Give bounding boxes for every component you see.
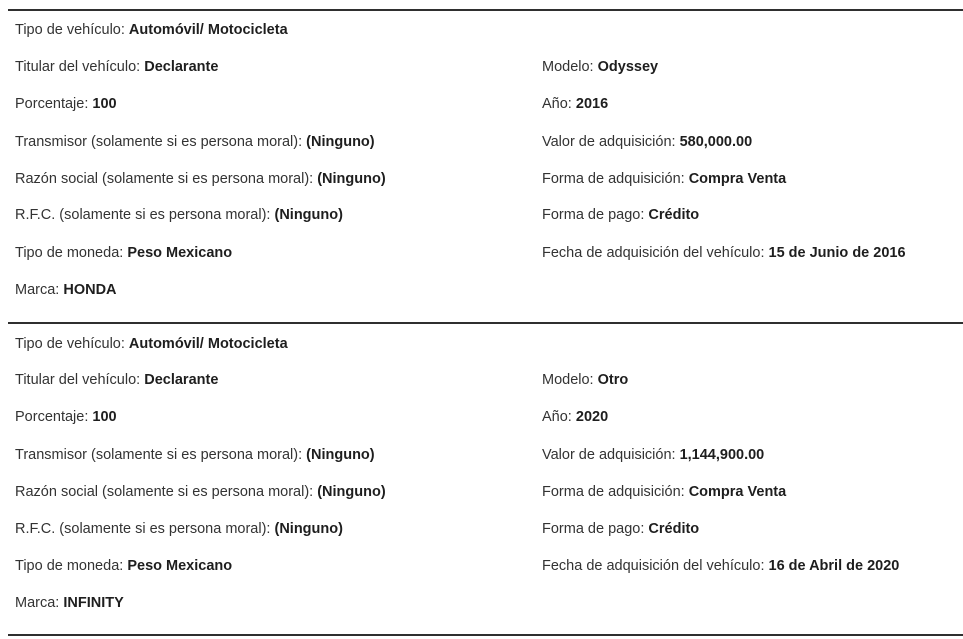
- value: (Ninguno): [274, 207, 343, 223]
- field-rfc: [15, 206, 343, 224]
- label: Valor de adquisición:: [542, 134, 676, 150]
- value: INFINITY: [63, 595, 124, 611]
- value: Peso Mexicano: [127, 558, 233, 574]
- value: 2020: [575, 409, 609, 425]
- field-forma-pago: [542, 206, 699, 224]
- value: 1,144,900.00: [679, 447, 765, 463]
- value: 100: [92, 409, 117, 425]
- field-anio: [542, 95, 608, 113]
- value: 2016: [575, 96, 609, 112]
- label: Tipo de moneda:: [15, 245, 124, 261]
- field-fecha-adquisicion: [542, 244, 906, 262]
- field-forma-adquisicion: [542, 170, 786, 188]
- value: 100: [92, 96, 117, 112]
- label: Año:: [542, 96, 572, 112]
- divider-top: [8, 9, 963, 11]
- field-tipo-moneda: [15, 244, 232, 262]
- field-titular: [15, 58, 218, 76]
- label: Marca:: [15, 282, 60, 298]
- label: Fecha de adquisición del vehículo:: [542, 558, 765, 574]
- value: 15 de Junio de 2016: [768, 245, 906, 261]
- value: Compra Venta: [688, 171, 787, 187]
- field-tipo-vehiculo: [15, 335, 288, 353]
- field-forma-adquisicion: [542, 483, 786, 501]
- value: Automóvil/ Motocicleta: [128, 336, 288, 352]
- value: Declarante: [144, 372, 219, 388]
- value: (Ninguno): [317, 484, 386, 500]
- field-fecha-adquisicion: [542, 557, 899, 575]
- value: Crédito: [648, 207, 700, 223]
- label: Forma de adquisición:: [542, 484, 685, 500]
- value: (Ninguno): [274, 521, 343, 537]
- value: (Ninguno): [317, 171, 386, 187]
- value: (Ninguno): [306, 447, 375, 463]
- label: Titular del vehículo:: [15, 372, 141, 388]
- field-modelo: [542, 371, 628, 389]
- label: Fecha de adquisición del vehículo:: [542, 245, 765, 261]
- field-valor-adquisicion: [542, 446, 764, 464]
- label: Valor de adquisición:: [542, 447, 676, 463]
- value: Otro: [597, 372, 629, 388]
- label: Titular del vehículo:: [15, 59, 141, 75]
- value: Compra Venta: [688, 484, 787, 500]
- value: 16 de Abril de 2020: [768, 558, 900, 574]
- field-porcentaje: [15, 95, 117, 113]
- divider-bottom: [8, 634, 963, 636]
- label: Razón social (solamente si es persona moral):: [15, 171, 314, 187]
- label: Transmisor (solamente si es persona moral):: [15, 447, 303, 463]
- label: R.F.C. (solamente si es persona moral):: [15, 207, 271, 223]
- label: Marca:: [15, 595, 60, 611]
- label: Porcentaje:: [15, 96, 89, 112]
- label: Tipo de vehículo:: [15, 336, 125, 352]
- field-porcentaje: [15, 408, 117, 426]
- field-marca: [15, 281, 117, 299]
- label: Modelo:: [542, 59, 594, 75]
- label: Porcentaje:: [15, 409, 89, 425]
- field-tipo-moneda: [15, 557, 232, 575]
- label: Forma de adquisición:: [542, 171, 685, 187]
- label: Transmisor (solamente si es persona moral):: [15, 134, 303, 150]
- field-marca: [15, 594, 124, 612]
- value: HONDA: [63, 282, 117, 298]
- value: Automóvil/ Motocicleta: [128, 22, 288, 38]
- field-razon-social: [15, 483, 386, 501]
- value: (Ninguno): [306, 134, 375, 150]
- label: R.F.C. (solamente si es persona moral):: [15, 521, 271, 537]
- vehicle-record-2: [0, 325, 963, 625]
- value: Declarante: [144, 59, 219, 75]
- divider-middle: [8, 322, 963, 324]
- field-titular: [15, 371, 218, 389]
- field-transmisor: [15, 446, 375, 464]
- field-anio: [542, 408, 608, 426]
- label: Año:: [542, 409, 572, 425]
- field-valor-adquisicion: [542, 133, 752, 151]
- value: 580,000.00: [679, 134, 753, 150]
- field-tipo-vehiculo: [15, 21, 288, 39]
- label: Tipo de moneda:: [15, 558, 124, 574]
- label: Forma de pago:: [542, 207, 645, 223]
- field-forma-pago: [542, 520, 699, 538]
- label: Modelo:: [542, 372, 594, 388]
- field-rfc: [15, 520, 343, 538]
- label: Forma de pago:: [542, 521, 645, 537]
- field-transmisor: [15, 133, 375, 151]
- value: Crédito: [648, 521, 700, 537]
- value: Odyssey: [597, 59, 659, 75]
- field-razon-social: [15, 170, 386, 188]
- vehicle-record-1: [0, 12, 963, 312]
- label: Razón social (solamente si es persona moral):: [15, 484, 314, 500]
- value: Peso Mexicano: [127, 245, 233, 261]
- field-modelo: [542, 58, 658, 76]
- label: Tipo de vehículo:: [15, 22, 125, 38]
